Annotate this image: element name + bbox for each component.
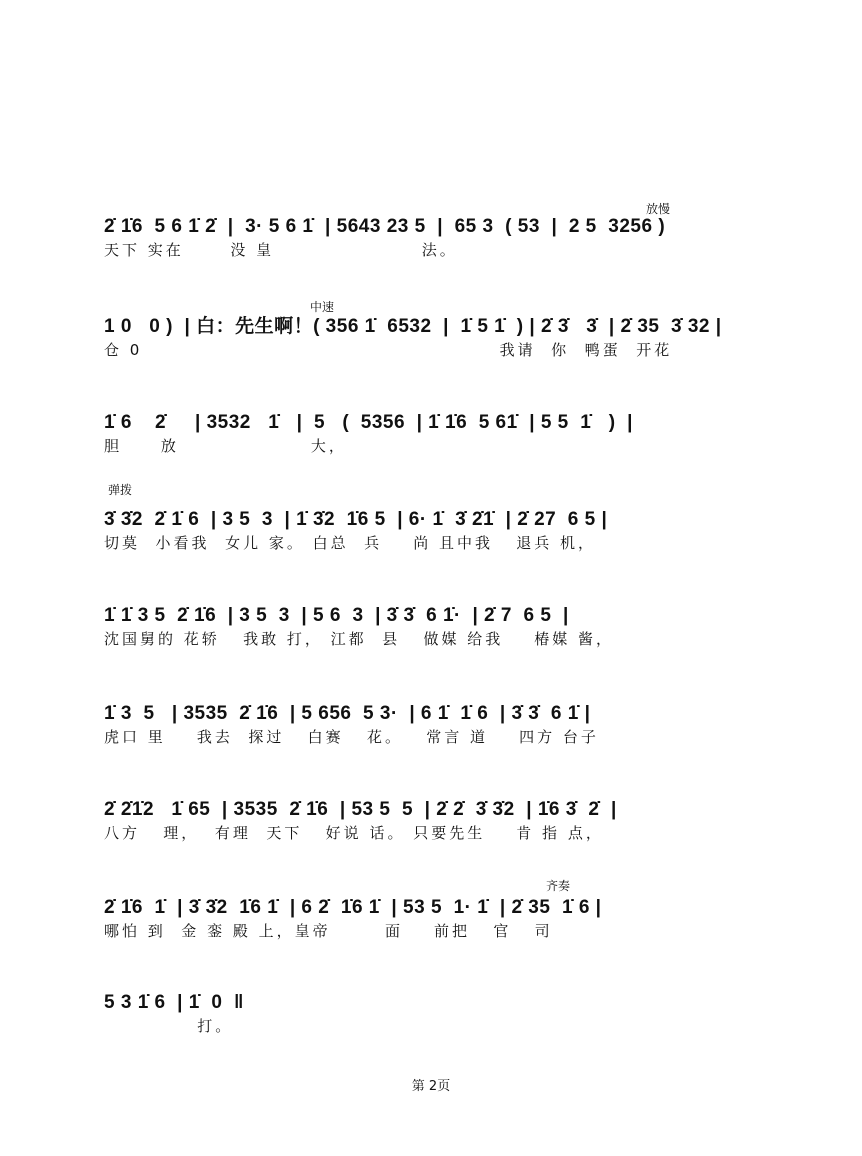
tempo-marking: 放慢 bbox=[646, 202, 671, 216]
lyrics-line: 切莫 小看我 女儿 家。 白总 兵 尚 且中我 退兵 机， bbox=[104, 534, 597, 552]
lyrics-line: 打。 bbox=[104, 1017, 234, 1035]
score-system-4 bbox=[104, 483, 774, 575]
notation-line: 1 0 0 ) | 白：先生啊！( 356 1̇ 6532 | 1̇ 5 1̇ ) | 2̇ 3̇ 3̇ | 2̇ 35 3̇ 32 | bbox=[104, 316, 722, 337]
score-system-2 bbox=[104, 300, 774, 382]
page-number: 第 2页 bbox=[411, 1079, 451, 1094]
notation-line: 5 3 1̇ 6 | 1̇ 0 ‖ bbox=[104, 992, 244, 1013]
lyrics-line: 沈国舅的 花轿 我敢 打， 江都 县 做媒 给我 椿媒 酱， bbox=[104, 630, 615, 648]
notation-line: 1̇ 1̇ 3 5 2̇ 1̇6 | 3 5 3 | 5 6 3 | 3̇ 3̇ 6 1̇· | 2̇ 7 6 5 | bbox=[104, 605, 569, 626]
score-system-6 bbox=[104, 699, 774, 769]
lyrics-line: 虎口 里 我去 探过 白赛 花。 常言 道 四方 台子 bbox=[104, 728, 599, 746]
instrument-marking: 齐奏 bbox=[546, 879, 571, 893]
notation-line: 2̇ 1̇6 5 6 1̇ 2̇ | 3· 5 6 1̇ | 5643 23 5 | 65 3 ( 53 | 2 5 3256 ) bbox=[104, 216, 666, 237]
score-system-7 bbox=[104, 795, 774, 865]
notation-line: 1̇ 6 2̇ | 3532 1̇ | 5 ( 5356 | 1̇ 1̇6 5 61̇ | 5 5 1̇ ) | bbox=[104, 412, 633, 433]
lyrics-line: 哪怕 到 金 銮 殿 上，皇帝 面 前把 官 司 bbox=[104, 922, 553, 940]
notation-line: 2̇ 1̇6 1̇ | 3̇ 3̇2 1̇6 1̇ | 6 2̇ 1̇6 1̇ | 53 5 1· 1̇ | 2̇ 35 1̇ 6 | bbox=[104, 897, 602, 918]
lyrics-line: 天下 实在 没 皇 法。 bbox=[104, 241, 458, 259]
lyrics-line: 八方 理， 有理 天下 好说 话。 只要先生 肯 指 点， bbox=[104, 824, 604, 842]
notation-line: 2̇ 2̇1̇2 1̇ 65 | 3535 2̇ 1̇6 | 53 5 5 | 2̇ 2̇ 3̇ 3̇2 | 1̇6 3̇ 2̇ | bbox=[104, 799, 617, 820]
score-system-1 bbox=[104, 202, 774, 282]
score-system-9 bbox=[104, 988, 774, 1058]
lyrics-line: 仓 0 我请 你 鸭蛋 开花 bbox=[104, 341, 673, 359]
lyrics-line: 胆 放 大， bbox=[104, 437, 347, 455]
score-system-8 bbox=[104, 879, 774, 963]
notation-line: 1̇ 3 5 | 3535 2̇ 1̇6 | 5 656 5 3· | 6 1̇ 1̇ 6 | 3̇ 3̇ 6 1̇ | bbox=[104, 703, 591, 724]
notation-line: 3̇ 3̇2 2̇ 1̇ 6 | 3 5 3 | 1̇ 3̇2 1̇6 5 | 6· 1̇ 3̇ 2̇1̇ | 2̇ 27 6 5 | bbox=[104, 509, 608, 530]
tempo-marking: 中速 bbox=[310, 300, 335, 314]
score-system-3 bbox=[104, 408, 774, 478]
score-system-5 bbox=[104, 601, 774, 671]
instrument-marking: 弹拨 bbox=[108, 483, 133, 497]
